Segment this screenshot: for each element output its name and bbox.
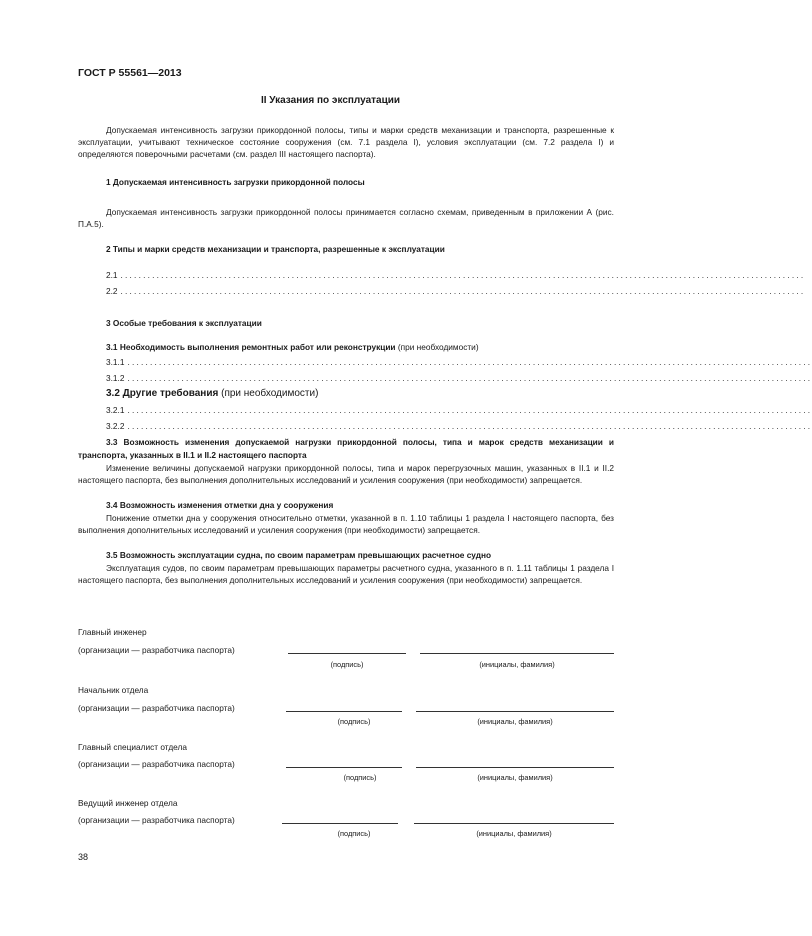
s31-line-2: 3.1.2 ........................................................................................................................................................ bbox=[106, 373, 812, 383]
document-code: ГОСТ Р 55561—2013 bbox=[78, 67, 182, 79]
s32-line-1: 3.2.1 ........................................................................................................................................................ bbox=[106, 405, 812, 415]
s31-heading-row bbox=[106, 342, 479, 353]
s35-heading: 3.5 Возможность эксплуатации судна, по своим параметрам превышающих расчетное судно bbox=[106, 550, 492, 560]
s32-note: (при необходимости) bbox=[221, 388, 319, 399]
sig1-sign-caption: (подпись) bbox=[330, 660, 364, 669]
sig3-name-line bbox=[416, 767, 614, 768]
sig1-name-line bbox=[420, 653, 614, 654]
page-number: 38 bbox=[78, 852, 89, 862]
s34-text: Понижение отметки дна у сооружения относительно отметки, указанной в п. 1.10 таблицы 1 раздела I настоящего паспорта, без выполнения дополнительных исследований и усиления сооружения (при необходимости) запрещается. bbox=[78, 513, 614, 535]
intro-paragraph: Допускаемая интенсивность загрузки прикордонной полосы, типы и марки средств механизации и транспорта, разрешенные к эксплуатации, учитывают техническое состояние сооружения (см. 7.1 раздела I), условия эксплуатации (см. 7.2 раздела I) и определяются поверочными расчетами (см. раздел III настоящего паспорта). bbox=[78, 125, 614, 159]
s33-heading: 3.3 Возможность изменения допускаемой нагрузки прикордонной полосы, типа и марок средств механизации и транспорта, указанных в II.1 и II.2 настоящего паспорта bbox=[78, 437, 614, 460]
s2-heading: 2 Типы и марки средств механизации и транспорта, разрешенные к эксплуатации bbox=[106, 244, 445, 254]
sig2-name-line bbox=[416, 711, 614, 712]
sig4-name-caption: (инициалы, фамилия) bbox=[476, 829, 552, 838]
sig4-sign-line bbox=[282, 823, 398, 824]
sig3-sign-caption: (подпись) bbox=[343, 773, 377, 782]
sig1-title: Главный инженер bbox=[78, 627, 147, 637]
sig1-sign-line bbox=[288, 653, 406, 654]
s31-heading: 3.1 Необходимость выполнения ремонтных работ или реконструкции bbox=[106, 342, 396, 352]
s32-line-2: 3.2.2 ........................................................................................................................................................ bbox=[106, 421, 812, 431]
s1-heading: 1 Допускаемая интенсивность загрузки прикордонной полосы bbox=[106, 177, 365, 187]
sig3-sign-line bbox=[286, 767, 402, 768]
sig3-title: Главный специалист отдела bbox=[78, 742, 187, 752]
sig4-name-line bbox=[414, 823, 614, 824]
sig2-sign-caption: (подпись) bbox=[337, 717, 371, 726]
sig3-name-caption: (инициалы, фамилия) bbox=[477, 773, 553, 782]
sig4-title: Ведущий инженер отдела bbox=[78, 798, 178, 808]
sig4-org: (организации — разработчика паспорта) bbox=[78, 815, 235, 825]
sig2-sign-line bbox=[286, 711, 402, 712]
s33-text: Изменение величины допускаемой нагрузки прикордонной полосы, типа и марок перегрузочных машин, указанных в II.1 и II.2 настоящего паспорта, без выполнения дополнительных исследований и усиления сооружения (при необходимости) запрещается. bbox=[78, 463, 614, 485]
s32-heading-row bbox=[106, 388, 318, 399]
s34-heading: 3.4 Возможность изменения отметки дна у сооружения bbox=[106, 500, 334, 510]
s1-text: Допускаемая интенсивность загрузки прикордонной полосы принимается согласно схемам, приведенным в приложении А (рис. П.А.5). bbox=[78, 207, 614, 229]
sig1-name-caption: (инициалы, фамилия) bbox=[479, 660, 555, 669]
s32-heading: 3.2 Другие требования bbox=[106, 388, 219, 399]
sig2-name-caption: (инициалы, фамилия) bbox=[477, 717, 553, 726]
sig3-org: (организации — разработчика паспорта) bbox=[78, 759, 235, 769]
s31-note: (при необходимости) bbox=[397, 342, 479, 352]
s2-line-1: 2.1 ........................................................................................................................................................ bbox=[106, 270, 806, 280]
sig1-org: (организации — разработчика паспорта) bbox=[78, 645, 235, 655]
s31-line-1: 3.1.1 ........................................................................................................................................................ bbox=[106, 357, 812, 367]
section-title: II Указания по эксплуатации bbox=[260, 95, 401, 106]
sig2-org: (организации — разработчика паспорта) bbox=[78, 703, 235, 713]
s35-text: Эксплуатация судов, по своим параметрам превышающих параметры расчетного судна, указанного в п. 1.11 таблицы 1 раздела I настоящего паспорта, без выполнения дополнительных исследований и усиления сооружения (при необходимости) запрещается. bbox=[78, 563, 614, 585]
s3-heading: 3 Особые требования к эксплуатации bbox=[106, 318, 262, 328]
s2-line-2: 2.2 ........................................................................................................................................................ bbox=[106, 286, 806, 296]
sig4-sign-caption: (подпись) bbox=[337, 829, 371, 838]
sig2-title: Начальник отдела bbox=[78, 685, 149, 695]
